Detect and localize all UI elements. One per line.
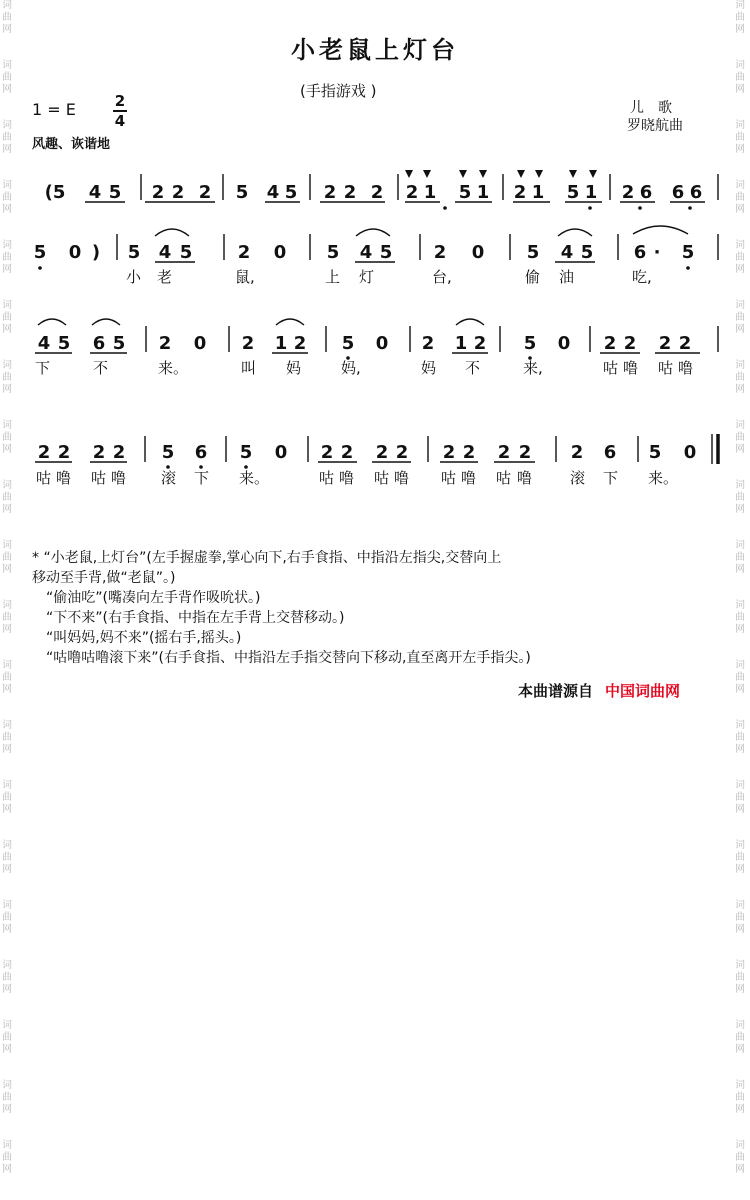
performance-notes: [32, 548, 722, 668]
note: 6: [639, 182, 653, 203]
lyric: 妈,: [341, 359, 361, 377]
note: 4: [37, 333, 51, 354]
note: 2: [241, 333, 255, 354]
lyric: 灯: [359, 268, 375, 286]
lyric: 噜: [56, 469, 72, 487]
lyric: 妈: [286, 359, 302, 377]
barlines: [117, 174, 718, 464]
lyric: 来。: [648, 469, 679, 487]
lyric: 不: [465, 359, 481, 377]
note: 2: [473, 333, 487, 354]
note-line: * “小老鼠,上灯台”(左手握虚拳,掌心向下,右手食指、中指沿左指尖,交替向上: [32, 550, 502, 566]
note: 2: [37, 442, 51, 463]
lyric: 不: [93, 359, 109, 377]
note: 5: [379, 242, 393, 263]
lyric: 台,: [432, 268, 452, 286]
lyric: 来,: [523, 359, 543, 377]
note: 0: [557, 333, 571, 354]
note: 5: [326, 242, 340, 263]
note: 2: [57, 442, 71, 463]
note: 5: [458, 182, 472, 203]
note: 1: [476, 182, 490, 203]
lyric: 油: [559, 268, 575, 286]
lyric: 来。: [239, 469, 270, 487]
lyric: 老: [157, 268, 173, 286]
note: 0: [375, 333, 389, 354]
note: 2: [603, 333, 617, 354]
note: 2: [343, 182, 357, 203]
time-signature-top: 2: [114, 92, 126, 110]
note: 2: [442, 442, 456, 463]
note: 5: [179, 242, 193, 263]
note: 2: [171, 182, 185, 203]
lyric: 吃,: [632, 268, 652, 286]
lyric: 咕: [441, 469, 457, 487]
note: 2: [570, 442, 584, 463]
note-line: “咕噜咕噜滚下来”(右手食指、中指沿左手指交替向下移动,直至离开左手指尖。): [46, 650, 531, 666]
lyric: 鼠,: [235, 268, 255, 286]
note: 2: [518, 442, 532, 463]
note-line: “叫妈妈,妈不来”(摇右手,摇头。): [46, 630, 242, 646]
note: 5: [127, 242, 141, 263]
lyric: 噜: [517, 469, 533, 487]
note: 5: [681, 242, 695, 263]
note: 5: [580, 242, 594, 263]
note-line: “下不来”(右手食指、中指在左手背上交替移动。): [46, 610, 345, 626]
note: 6: [603, 442, 617, 463]
source-credit: [518, 680, 680, 701]
note-line: 移动至手背,做“老鼠”。): [32, 570, 176, 586]
note: 5: [566, 182, 580, 203]
lyric: 咕: [496, 469, 512, 487]
note: 2: [405, 182, 419, 203]
song-title: 小老鼠上灯台: [291, 36, 459, 64]
note: 0: [193, 333, 207, 354]
lyric: 噜: [111, 469, 127, 487]
note: 1: [423, 182, 437, 203]
note-line: “偷油吃”(嘴凑向左手背作吸吮状。): [46, 590, 261, 606]
note: 5: [108, 182, 122, 203]
lyric: 滚: [570, 469, 586, 487]
composer: 罗晓航曲: [627, 118, 683, 134]
lyric: 下: [603, 469, 619, 487]
lyric: 妈: [421, 359, 437, 377]
note: 5: [33, 242, 47, 263]
note: 5: [112, 333, 126, 354]
lyric: 来。: [158, 359, 189, 377]
note: 2: [678, 333, 692, 354]
lyric: 咕: [319, 469, 335, 487]
note: 2: [433, 242, 447, 263]
lyric: 下: [194, 469, 210, 487]
note: 2: [112, 442, 126, 463]
note: 2: [497, 442, 511, 463]
note: 4: [359, 242, 373, 263]
lyric: 咕: [36, 469, 52, 487]
note: 5: [57, 333, 71, 354]
lyric: 下: [35, 359, 51, 377]
note: 5: [648, 442, 662, 463]
note: 2: [323, 182, 337, 203]
lyric: 噜: [461, 469, 477, 487]
note: 1: [531, 182, 545, 203]
source-site-link[interactable]: 中国词曲网: [605, 682, 681, 700]
lyric: 噜: [678, 359, 694, 377]
note: 6: [633, 242, 647, 263]
note: 2: [462, 442, 476, 463]
note: 2: [395, 442, 409, 463]
note: ): [91, 242, 101, 263]
lyric: 咕: [603, 359, 619, 377]
score-lyrics: [35, 268, 693, 487]
note: 2: [513, 182, 527, 203]
note: 1: [454, 333, 468, 354]
note: 5: [284, 182, 298, 203]
note: 5: [239, 442, 253, 463]
note: 0: [471, 242, 485, 263]
lyric: 偷: [525, 268, 541, 286]
note: 2: [658, 333, 672, 354]
note: 2: [237, 242, 251, 263]
note: 2: [293, 333, 307, 354]
note: 2: [198, 182, 212, 203]
staccato-marks: [405, 170, 597, 178]
note: 4: [560, 242, 574, 263]
watermark-right: 词 曲 网 词 曲 网 词 曲 网 词 曲 网 词 曲 网 词 曲 网 词 曲 网 词 曲 网 词 曲 网 词 曲 网 词 曲 网 词 曲 网 词 曲 网 词 曲 网 词 曲 网 词 曲 网 词 曲 网 词 曲 网 词 曲 网 词 曲 网: [735, 0, 745, 1175]
note: 2: [158, 333, 172, 354]
score-notes: [34, 182, 703, 463]
note: 0: [683, 442, 697, 463]
note: 2: [340, 442, 354, 463]
note: 0: [274, 442, 288, 463]
lyric: 噜: [623, 359, 639, 377]
song-subtitle: (手指游戏 ): [300, 82, 377, 100]
note: 2: [375, 442, 389, 463]
note: 2: [370, 182, 384, 203]
note: 1: [584, 182, 598, 203]
note: 4: [158, 242, 172, 263]
watermark-left: 词 曲 网 词 曲 网 词 曲 网 词 曲 网 词 曲 网 词 曲 网 词 曲 网 词 曲 网 词 曲 网 词 曲 网 词 曲 网 词 曲 网 词 曲 网 词 曲 网 词 曲 网 词 曲 网 词 曲 网 词 曲 网 词 曲 网 词 曲 网: [2, 0, 12, 1175]
note: 5: [526, 242, 540, 263]
lyric: 叫: [241, 359, 257, 377]
note: 2: [623, 333, 637, 354]
lyric: 咕: [658, 359, 674, 377]
key-signature: 1 = E: [32, 100, 76, 119]
note: 5: [235, 182, 249, 203]
note: 6: [689, 182, 703, 203]
note: 2: [421, 333, 435, 354]
lyric: 咕: [91, 469, 107, 487]
note: 4: [88, 182, 102, 203]
note: 1: [274, 333, 288, 354]
note: ·: [653, 242, 661, 263]
time-signature-bottom: 4: [114, 112, 126, 130]
note: 2: [621, 182, 635, 203]
note: 0: [68, 242, 82, 263]
note: 4: [266, 182, 280, 203]
note: 6: [92, 333, 106, 354]
lyric: 噜: [394, 469, 410, 487]
note: 5: [341, 333, 355, 354]
underlines: [35, 202, 705, 462]
note: 5: [161, 442, 175, 463]
lyric: 上: [325, 268, 341, 286]
tempo-mood: 风趣、诙谐地: [32, 137, 111, 152]
note: 6: [671, 182, 685, 203]
note: 2: [92, 442, 106, 463]
note: 2: [151, 182, 165, 203]
credit-type: 儿歌: [630, 100, 686, 116]
note: 0: [273, 242, 287, 263]
note: 5: [523, 333, 537, 354]
lyric: 咕: [374, 469, 390, 487]
note: (5: [44, 182, 66, 203]
lyric: 噜: [339, 469, 355, 487]
lyric: 滚: [161, 469, 177, 487]
note: 2: [320, 442, 334, 463]
source-label: 本曲谱源自: [518, 682, 594, 700]
score-svg: [0, 0, 750, 500]
lyric: 小: [126, 268, 142, 286]
note: 6: [194, 442, 208, 463]
